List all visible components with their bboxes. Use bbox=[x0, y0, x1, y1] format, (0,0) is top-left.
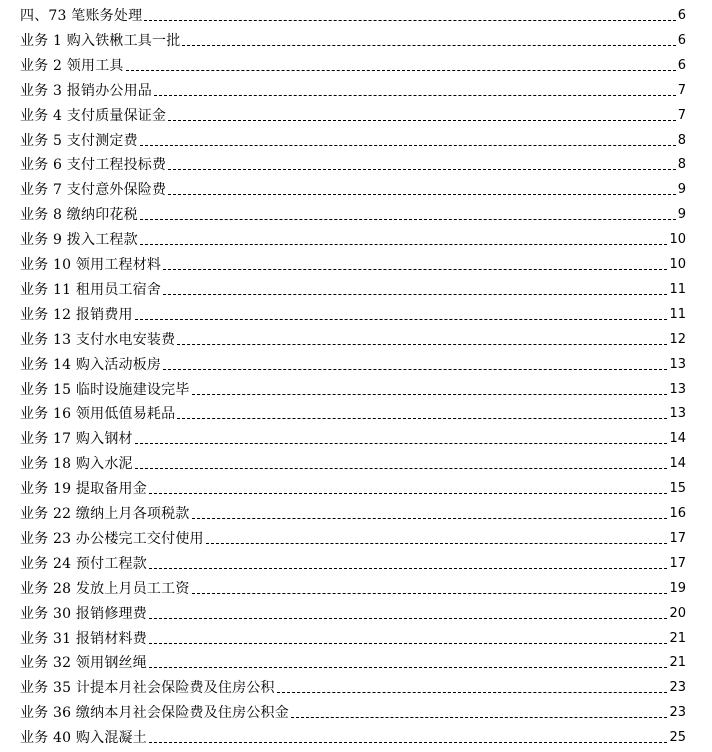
toc-dot-leader bbox=[140, 219, 676, 220]
toc-dot-leader bbox=[177, 344, 667, 345]
toc-entry[interactable] bbox=[20, 349, 686, 374]
toc-entry-title: 业务 10 领用工程材料 bbox=[20, 257, 162, 273]
toc-entry[interactable] bbox=[20, 448, 686, 473]
toc-dot-leader bbox=[182, 45, 675, 46]
toc-entry-page-number: 6 bbox=[677, 32, 686, 48]
toc-entry[interactable] bbox=[20, 149, 686, 174]
toc-entry-title: 业务 30 报销修理费 bbox=[20, 605, 147, 622]
toc-entry-page-number: 8 bbox=[677, 132, 686, 148]
toc-entry[interactable] bbox=[20, 249, 686, 274]
toc-entry-page-number: 21 bbox=[669, 630, 686, 646]
toc-entry-page-number: 10 bbox=[669, 257, 686, 272]
toc-entry-title: 业务 5 支付测定费 bbox=[20, 132, 138, 149]
toc-dot-leader bbox=[154, 95, 676, 96]
toc-entry-page-number: 13 bbox=[669, 406, 686, 422]
toc-entry-title: 业务 23 办公楼完工交付使用 bbox=[20, 530, 204, 547]
toc-entry[interactable] bbox=[20, 647, 686, 672]
toc-entry-title: 业务 19 提取备用金 bbox=[20, 481, 147, 498]
toc-entry-page-number: 10 bbox=[669, 232, 686, 248]
toc-entry-page-number: 7 bbox=[677, 82, 686, 98]
toc-entry-page-number: 9 bbox=[677, 182, 686, 198]
toc-dot-leader bbox=[163, 269, 667, 270]
toc-entry-page-number: 21 bbox=[669, 655, 686, 671]
toc-dot-leader bbox=[177, 418, 667, 419]
toc-dot-leader bbox=[277, 692, 668, 693]
toc-dot-leader bbox=[163, 294, 667, 295]
toc-entry-title: 四、73 笔账务处理 bbox=[20, 8, 143, 24]
toc-entry-page-number: 12 bbox=[669, 331, 686, 347]
toc-entry-title: 业务 17 购入钢材 bbox=[20, 431, 133, 448]
toc-entry-title: 业务 24 预付工程款 bbox=[20, 555, 147, 572]
toc-entry[interactable] bbox=[20, 100, 686, 125]
toc-entry-page-number: 6 bbox=[677, 57, 686, 73]
toc-entry-page-number: 19 bbox=[669, 580, 686, 596]
toc-dot-leader bbox=[168, 120, 676, 121]
toc-entry-title: 业务 12 报销费用 bbox=[20, 306, 133, 323]
toc-dot-leader bbox=[149, 618, 668, 619]
toc-entry-page-number: 14 bbox=[669, 456, 686, 472]
toc-entry[interactable] bbox=[20, 50, 686, 75]
toc-entry-page-number: 17 bbox=[669, 530, 686, 546]
toc-entry-page-number: 15 bbox=[669, 481, 686, 497]
toc-entry-page-number: 16 bbox=[669, 506, 686, 521]
toc-entry[interactable] bbox=[20, 174, 686, 199]
toc-entry-page-number: 11 bbox=[669, 281, 686, 297]
toc-dot-leader bbox=[192, 593, 668, 594]
toc-entry-title: 业务 4 支付质量保证金 bbox=[20, 107, 167, 124]
toc-entry[interactable] bbox=[20, 498, 686, 523]
toc-entry-title: 业务 18 购入水泥 bbox=[20, 456, 133, 473]
toc-entry-title: 业务 28 发放上月员工工资 bbox=[20, 580, 190, 597]
toc-entry[interactable] bbox=[20, 125, 686, 150]
toc-dot-leader bbox=[149, 493, 668, 494]
toc-entry-page-number: 23 bbox=[669, 705, 686, 721]
toc-entry-title: 业务 35 计提本月社会保险费及住房公积 bbox=[20, 680, 275, 697]
toc-dot-leader bbox=[163, 369, 667, 370]
toc-entry-page-number: 25 bbox=[669, 730, 686, 746]
toc-entry-title: 业务 8 缴纳印花税 bbox=[20, 207, 138, 224]
toc-entry[interactable] bbox=[20, 274, 686, 299]
toc-dot-leader bbox=[149, 643, 668, 644]
toc-entry[interactable] bbox=[20, 697, 686, 722]
toc-entry-page-number: 13 bbox=[669, 356, 686, 372]
toc-entry[interactable] bbox=[20, 299, 686, 324]
toc-entry-page-number: 8 bbox=[677, 157, 686, 173]
toc-entry[interactable] bbox=[20, 324, 686, 349]
toc-entry-page-number: 13 bbox=[669, 381, 686, 397]
toc-entry[interactable] bbox=[20, 623, 686, 648]
toc-entry-title: 业务 6 支付工程投标费 bbox=[20, 157, 167, 174]
toc-dot-leader bbox=[168, 169, 676, 170]
toc-entry[interactable] bbox=[20, 423, 686, 448]
toc-entry-page-number: 20 bbox=[669, 605, 686, 621]
toc-entry[interactable] bbox=[20, 25, 686, 50]
toc-entry[interactable] bbox=[20, 199, 686, 224]
toc-entry-page-number: 23 bbox=[669, 680, 686, 696]
toc-dot-leader bbox=[149, 667, 668, 668]
toc-entry-title: 业务 22 缴纳上月各项税款 bbox=[20, 506, 190, 522]
toc-entry-page-number: 7 bbox=[677, 107, 686, 123]
toc-dot-leader bbox=[126, 70, 676, 71]
toc-entry-title: 业务 3 报销办公用品 bbox=[20, 82, 153, 99]
toc-entry[interactable] bbox=[20, 573, 686, 598]
toc-dot-leader bbox=[135, 319, 668, 320]
toc-entry-page-number: 9 bbox=[677, 207, 686, 223]
toc-dot-leader bbox=[135, 443, 668, 444]
toc-dot-leader bbox=[291, 717, 668, 718]
toc-entry-title: 业务 11 租用员工宿舍 bbox=[20, 281, 162, 298]
toc-entry-page-number: 11 bbox=[669, 306, 686, 322]
toc-entry-title: 业务 15 临时设施建设完毕 bbox=[20, 381, 190, 398]
toc-entry-title: 业务 9 拨入工程款 bbox=[20, 232, 138, 249]
toc-entry-page-number: 6 bbox=[677, 8, 686, 23]
toc-entry[interactable] bbox=[20, 598, 686, 623]
toc-dot-leader bbox=[168, 194, 676, 195]
toc-dot-leader bbox=[149, 742, 668, 743]
toc-entry-title: 业务 1 购入铁楸工具一批 bbox=[20, 32, 181, 49]
toc-entry[interactable] bbox=[20, 523, 686, 548]
toc-dot-leader bbox=[206, 543, 668, 544]
toc-entry[interactable] bbox=[20, 672, 686, 697]
toc-dot-leader bbox=[144, 20, 675, 21]
toc-dot-leader bbox=[192, 518, 668, 519]
toc-entry-title: 业务 31 报销材料费 bbox=[20, 630, 147, 647]
toc-entry-title: 业务 36 缴纳本月社会保险费及住房公积金 bbox=[20, 705, 289, 722]
toc-entry-title: 业务 14 购入活动板房 bbox=[20, 356, 162, 373]
toc-dot-leader bbox=[140, 145, 676, 146]
toc-dot-leader bbox=[140, 244, 668, 245]
toc-entry-title: 业务 13 支付水电安装费 bbox=[20, 331, 176, 348]
toc-dot-leader bbox=[192, 394, 668, 395]
toc-entry-title: 业务 7 支付意外保险费 bbox=[20, 182, 167, 199]
toc-entry[interactable] bbox=[20, 548, 686, 573]
toc-entry[interactable] bbox=[20, 722, 686, 747]
toc-entry-title: 业务 16 领用低值易耗品 bbox=[20, 406, 176, 423]
toc-dot-leader bbox=[135, 468, 668, 469]
toc-entry[interactable] bbox=[20, 224, 686, 249]
toc-entry-title: 业务 2 领用工具 bbox=[20, 57, 124, 74]
toc-entry-page-number: 14 bbox=[669, 431, 686, 447]
toc-entry[interactable] bbox=[20, 75, 686, 100]
toc-entry-page-number: 17 bbox=[669, 555, 686, 571]
toc-dot-leader bbox=[149, 568, 668, 569]
toc-entry-title: 业务 32 领用钢丝绳 bbox=[20, 655, 147, 672]
toc-entry[interactable] bbox=[20, 473, 686, 498]
toc-entry[interactable] bbox=[20, 0, 686, 25]
toc-entry[interactable] bbox=[20, 398, 686, 423]
toc-entry[interactable] bbox=[20, 374, 686, 399]
toc-entry-title: 业务 40 购入混凝土 bbox=[20, 730, 147, 747]
